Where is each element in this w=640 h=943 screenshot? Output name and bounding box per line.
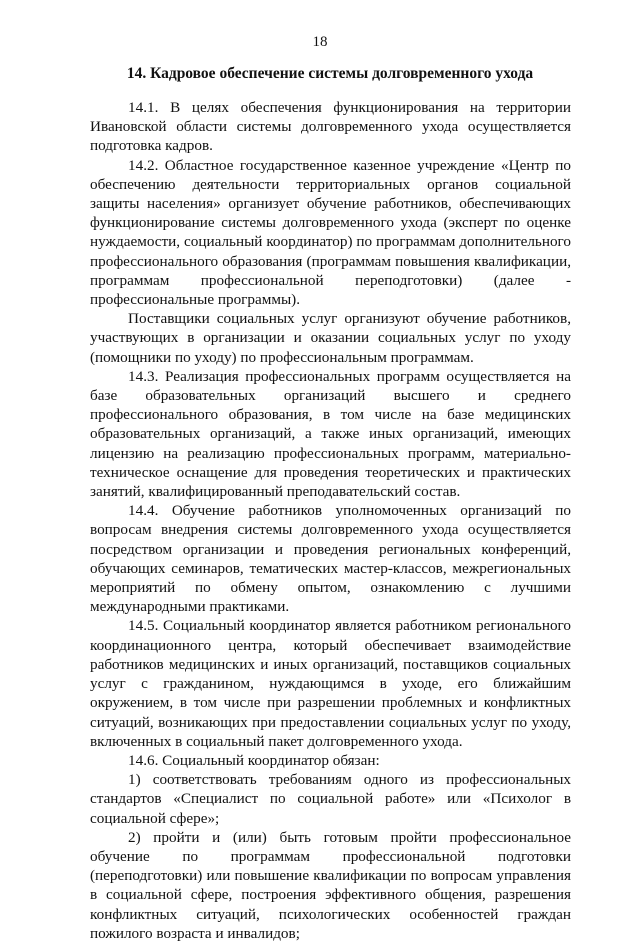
- paragraph-14-1: 14.1. В целях обеспечения функционирования на территории Ивановской области системы долговременного ухода осуществляется подготовка кадров.: [90, 99, 571, 155]
- paragraph-14-6: 14.6. Социальный координатор обязан:: [128, 751, 380, 769]
- paragraph-providers: Поставщики социальных услуг организуют обучение работников, участвующих в организации и оказании социальных услуг по уходу (помощники по уходу) по профессиональным программам.: [90, 310, 571, 366]
- section-body: [90, 98, 571, 943]
- paragraph-14-2: 14.2. Областное государственное казенное учреждение «Центр по обеспечению деятельности территориальных органов социальной защиты населения» организует обучение работников, обеспечивающих функционирование системы долговременного ухода (эксперт по оценке нуждаемости, социальный координатор) по программам дополнительного профессионального образования (программам повышения квалификации, программам профессиональной переподготовки) (далее - профессиональные программы).: [90, 156, 571, 309]
- paragraph-14-3: 14.3. Реализация профессиональных программ осуществляется на базе образовательных организаций высшего и среднего профессионального образования, в том числе на базе медицинских образовательных организаций, а также иных организаций, имеющих лицензию на реализацию профессиональных программ, материально-техническое оснащение для проведения теоретических и практических занятий, квалифицированный преподавательский состав.: [90, 367, 571, 501]
- list-item-1: 1) соответствовать требованиям одного из профессиональных стандартов «Специалист по социальной работе» или «Психолог в социальной сфере»;: [90, 771, 571, 827]
- list-item-2: 2) пройти и (или) быть готовым пройти профессиональное обучение по программам профессиональной подготовки (переподготовки) или повышение квалификации по вопросам управления в социальной сфере, построения эффективного общения, разрешения конфликтных ситуаций, психологических особенностей граждан пожилого возраста и инвалидов;: [90, 828, 571, 942]
- page-number: 18: [312, 34, 328, 50]
- paragraph-14-5: 14.5. Социальный координатор является работником регионального координационного центра, который обеспечивает взаимодействие работников медицинских и иных организаций, поставщиков социальных услуг с гражданином, нуждающимся в уходе, его ближайшим окружением, в том числе при разрешении проблемных и конфликтных ситуаций, возникающих при предоставлении социальных услуг по уходу, включенных в социальный пакет долговременного ухода.: [90, 617, 571, 750]
- section-heading: 14. Кадровое обеспечение системы долговременного ухода: [126, 65, 534, 82]
- paragraph-14-4: 14.4. Обучение работников уполномоченных организаций по вопросам внедрения системы долговременного ухода осуществляется посредством организации и проведения региональных конференций, обучающих семинаров, тематических мастер-классов, межрегиональных мероприятий по обмену опытом, ознакомлению с лучшими международными практиками.: [90, 502, 571, 616]
